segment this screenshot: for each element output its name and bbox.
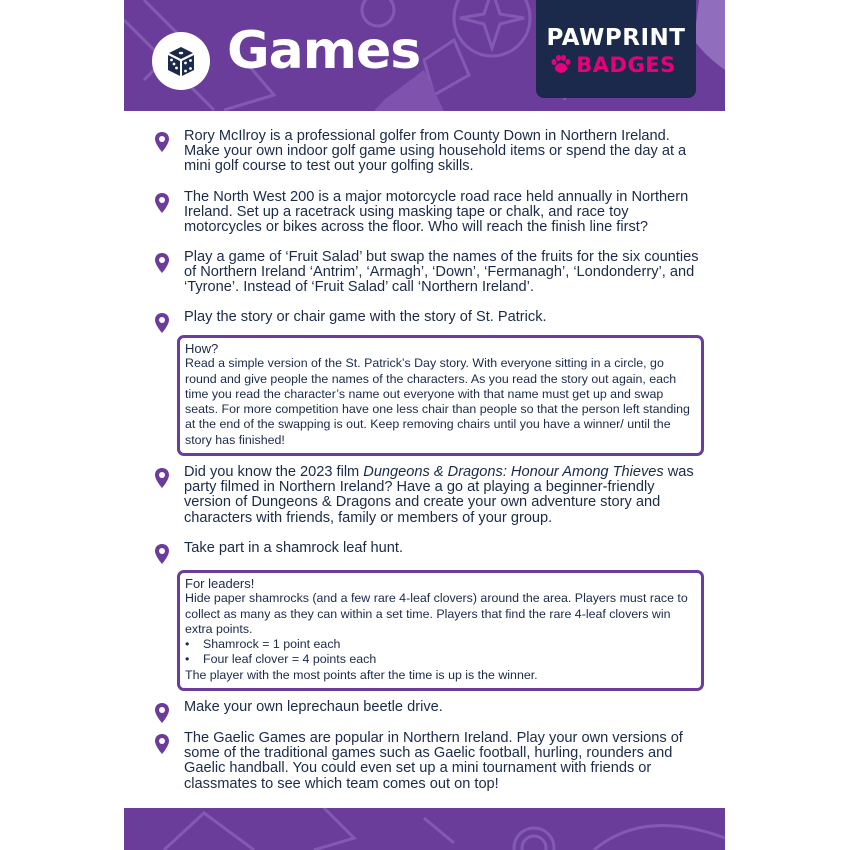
footer-banner bbox=[124, 808, 725, 850]
item-text: Make your own leprechaun beetle drive. bbox=[184, 699, 443, 715]
box-heading: For leaders! bbox=[185, 576, 255, 591]
box-closing: The player with the most points after the time is up is the winner. bbox=[185, 667, 538, 682]
header-banner bbox=[124, 0, 725, 111]
location-pin-icon bbox=[154, 467, 170, 489]
item-text: Play a game of ‘Fruit Salad’ but swap the names of the fruits for the six counties of Northern Ireland ‘Antrim’, ‘Armagh’, ‘Down’, ‘Fermanagh’, ‘Londonderry’, and ‘Tyrone’. Instead of ‘Fruit Salad’ call ‘Northern Ireland’. bbox=[184, 249, 699, 296]
page bbox=[124, 0, 725, 850]
item-text: The North West 200 is a major motorcycle road race held annually in Northern Ireland. Set up a racetrack using masking tape or chalk, and race toy motorcycles or bikes across the floor. Who will reach the finish line first? bbox=[184, 189, 689, 236]
footer-pattern-icon bbox=[124, 808, 725, 850]
info-box-how bbox=[177, 335, 704, 456]
item-text: Play the story or chair game with the story of St. Patrick. bbox=[184, 309, 547, 325]
item-text: Take part in a shamrock leaf hunt. bbox=[184, 540, 404, 556]
box-heading: How? bbox=[185, 341, 219, 356]
info-box-leaders bbox=[177, 570, 704, 691]
film-title: Dungeons & Dragons: Honour Among Thieves bbox=[363, 464, 664, 480]
logo-line-2 bbox=[536, 53, 696, 77]
location-pin-icon bbox=[154, 733, 170, 755]
location-pin-icon bbox=[154, 312, 170, 334]
item-text-part: was party filmed in Northern Ireland? Have a go at playing a beginner-friendly version of Dungeons & Dragons and create your own adventure story and characters with friends, family or members of your group. bbox=[184, 464, 694, 526]
bullet-text: Shamrock = 1 point each bbox=[203, 637, 341, 652]
pawprint-badges-logo bbox=[536, 0, 696, 98]
box-bullet bbox=[185, 652, 695, 667]
bullet-marker: • bbox=[185, 652, 190, 667]
dice-icon bbox=[152, 32, 210, 90]
item-text: The Gaelic Games are popular in Northern Ireland. Play your own versions of some of the traditional games such as Gaelic football, hurling, rounders and Gaelic handball. You could even set up a mini tournament with friends or classmates to see which team comes out on top! bbox=[184, 730, 683, 792]
location-pin-icon bbox=[154, 252, 170, 274]
bullet-text: Four leaf clover = 4 points each bbox=[203, 652, 377, 667]
page-title: Games bbox=[227, 21, 421, 81]
bullet-marker: • bbox=[185, 637, 190, 652]
item-text-part: Did you know the 2023 film bbox=[184, 464, 364, 480]
item-text: Rory McIlroy is a professional golfer from County Down in Northern Ireland. Make your own indoor golf game using household items or spend the day at a mini golf course to test out your golfing skills. bbox=[184, 128, 687, 175]
box-body: Read a simple version of the St. Patrick’s Day story. With everyone sitting in a circle, go round and give people the names of the characters. As you read the story out again, each time you read the character’s name out everyone with that name must get up and swap seats. For more competition have one less chair than people so that the person left standing at the end of the swapping is out. Keep removing chairs until you have a winner/ until the story has finished! bbox=[185, 356, 690, 447]
logo-line-2-text: BADGES bbox=[576, 53, 676, 77]
location-pin-icon bbox=[154, 543, 170, 565]
location-pin-icon bbox=[154, 131, 170, 153]
item-text bbox=[184, 465, 704, 526]
location-pin-icon bbox=[154, 702, 170, 724]
logo-line-1: PAWPRINT bbox=[546, 25, 686, 51]
dice-icon-badge bbox=[152, 32, 210, 90]
location-pin-icon bbox=[154, 192, 170, 214]
box-body: Hide paper shamrocks (and a few rare 4-leaf clovers) around the area. Players must race to collect as many as they can within a set time. Players that find the rare 4-leaf clovers win extra points. bbox=[185, 591, 688, 636]
box-bullet bbox=[185, 637, 695, 652]
